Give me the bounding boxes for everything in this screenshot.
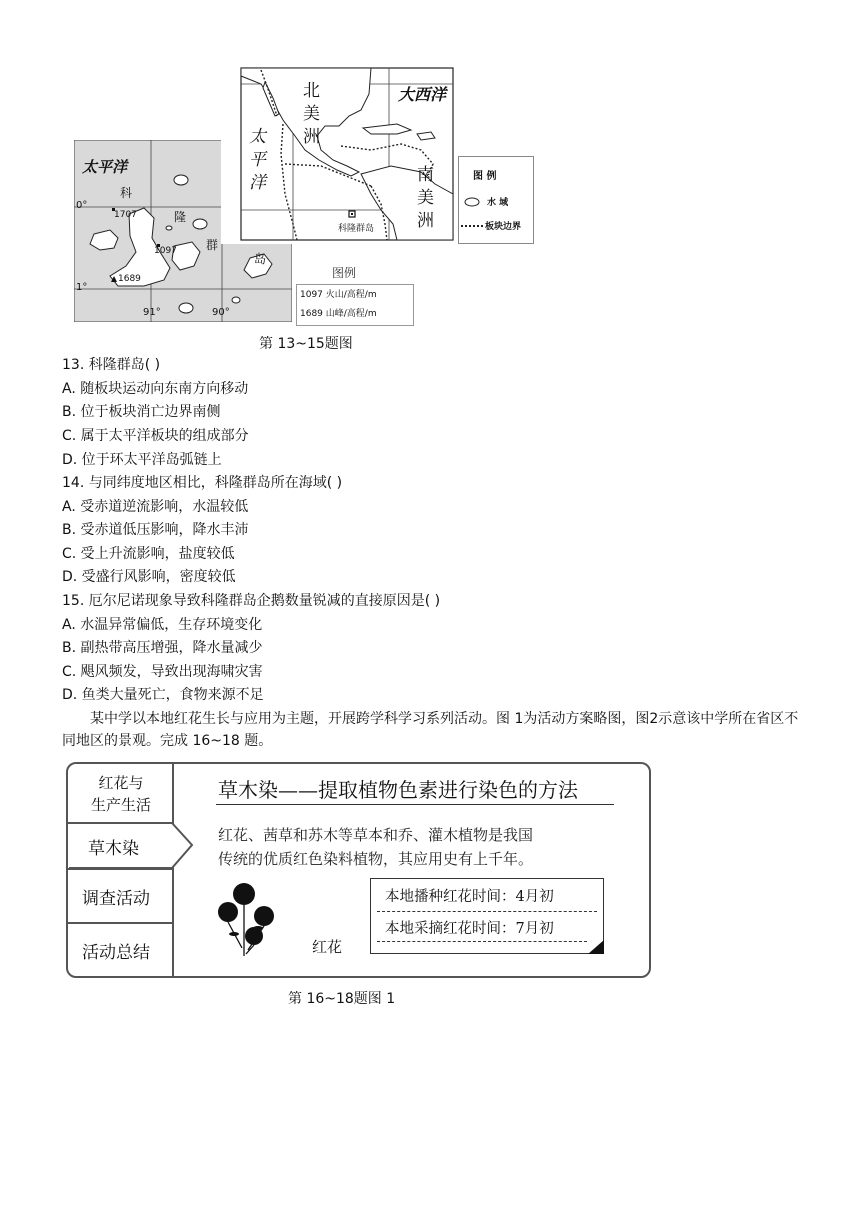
legend-title-right: 图 例 — [473, 171, 497, 182]
q14-option-c: C. 受上升流影响，盐度较低 — [62, 546, 235, 562]
sa-char-2: 美 — [417, 188, 434, 208]
panel-body-line2: 传统的优质红色染料植物，其应用史有上千年。 — [218, 850, 534, 868]
figure-1-caption: 第 13~15题图 — [259, 336, 353, 352]
na-char-1: 北 — [303, 81, 320, 101]
island-char-4: 岛 — [254, 252, 267, 266]
legend-boundary: 板块边界 — [485, 222, 522, 232]
nav-item-survey[interactable]: 调查活动 — [82, 889, 150, 909]
nav-divider — [68, 922, 172, 924]
question-15: 15. 厄尔尼诺现象导致科隆群岛企鹅数量锐减的直接原因是( ) — [62, 593, 441, 609]
pacific-char-2: 平 — [249, 150, 266, 170]
q14-option-d: D. 受盛行风影响，密度较低 — [62, 569, 236, 585]
americas-legend — [458, 156, 534, 244]
na-char-2: 美 — [303, 104, 320, 124]
question-13: 13. 科隆群岛( ) — [62, 357, 161, 373]
q13-option-c: C. 属于太平洋板块的组成部分 — [62, 428, 249, 444]
lat-0-label: 0° — [76, 200, 88, 211]
question-14: 14. 与同纬度地区相比，科隆群岛所在海域( ) — [62, 475, 343, 491]
note-harvest: 本地采摘红花时间：7月初 — [385, 921, 554, 937]
legend-water: 水 域 — [487, 198, 509, 208]
volcano-elev-1097: 1097 — [154, 246, 177, 256]
boundary-symbol — [461, 223, 483, 229]
island-tiny — [166, 226, 172, 230]
intro-paragraph: 某中学以本地红花生长与应用为主题，开展跨学科学习系列活动。图 1为活动方案略图，图2示意该中学所在省区不同地区的景观。完成 16~18 题。 — [62, 711, 799, 749]
sa-char-1: 南 — [417, 165, 434, 185]
island-santiago-small — [193, 219, 207, 229]
figure-2-caption: 第 16~18题图 1 — [288, 991, 396, 1007]
q15-option-b: B. 副热带高压增强，降水量减少 — [62, 640, 263, 656]
panel-body-line1: 红花、茜草和苏木等草本和乔、灌木植物是我国 — [218, 826, 534, 844]
na-char-3: 洲 — [303, 127, 320, 147]
island-char-3: 群 — [206, 238, 219, 252]
water-symbol — [463, 197, 481, 207]
lat-1-label: 1° — [76, 282, 88, 293]
safflower-icon — [214, 878, 284, 958]
lon-91-label: 91° — [143, 307, 161, 318]
pacific-char-3: 洋 — [249, 173, 266, 193]
volcano-elev-1707: 1707 — [114, 210, 137, 220]
island-floreana — [179, 303, 193, 313]
q15-option-a: A. 水温异常偏低，生存环境变化 — [62, 617, 263, 633]
q13-option-b: B. 位于板块消亡边界南侧 — [62, 404, 221, 420]
q14-option-b: B. 受赤道低压影响，降水丰沛 — [62, 522, 249, 538]
island-espanola — [232, 297, 240, 303]
galapagos-legend — [294, 262, 414, 324]
legend-peak: 1689 山峰/高程/m — [300, 309, 377, 319]
q14-option-a: A. 受赤道逆流影响，水温较低 — [62, 499, 249, 515]
legend-volcano: 1097 火山/高程/m — [300, 290, 377, 300]
nav-item-dye[interactable]: 草木染 — [88, 839, 139, 859]
island-char-2: 隆 — [174, 210, 187, 224]
q13-option-d: D. 位于环太平洋岛弧链上 — [62, 452, 222, 468]
pacific-char-1: 太 — [249, 127, 266, 147]
lon-90-label: 90° — [212, 307, 230, 318]
nav-item-summary[interactable]: 活动总结 — [82, 943, 150, 963]
islands-label-right: 科隆群岛 — [338, 224, 375, 234]
atlantic-label: 大西洋 — [398, 85, 447, 104]
legend-title: 图例 — [332, 266, 357, 280]
peak-elev-1689: 1689 — [118, 274, 141, 284]
q13-option-a: A. 随板块运动向东南方向移动 — [62, 381, 249, 397]
pacific-label: 太平洋 — [82, 158, 128, 176]
island-small-north — [174, 175, 188, 185]
sa-char-3: 洲 — [417, 211, 434, 231]
heading-underline — [216, 804, 614, 805]
panel-heading: 草木染——提取植物色素进行染色的方法 — [218, 778, 578, 802]
flower-label: 红花 — [312, 938, 343, 956]
planting-note — [370, 878, 604, 954]
activity-panel — [66, 762, 651, 978]
note-corner — [588, 940, 604, 954]
island-char-1: 科 — [120, 186, 133, 200]
q15-option-d: D. 鱼类大量死亡，食物来源不足 — [62, 687, 264, 703]
q15-option-c: C. 飓风频发，导致出现海啸灾害 — [62, 664, 263, 680]
nav-item-life[interactable]: 红花与 生产生活 — [90, 774, 151, 814]
note-sowing: 本地播种红花时间：4月初 — [385, 889, 554, 905]
